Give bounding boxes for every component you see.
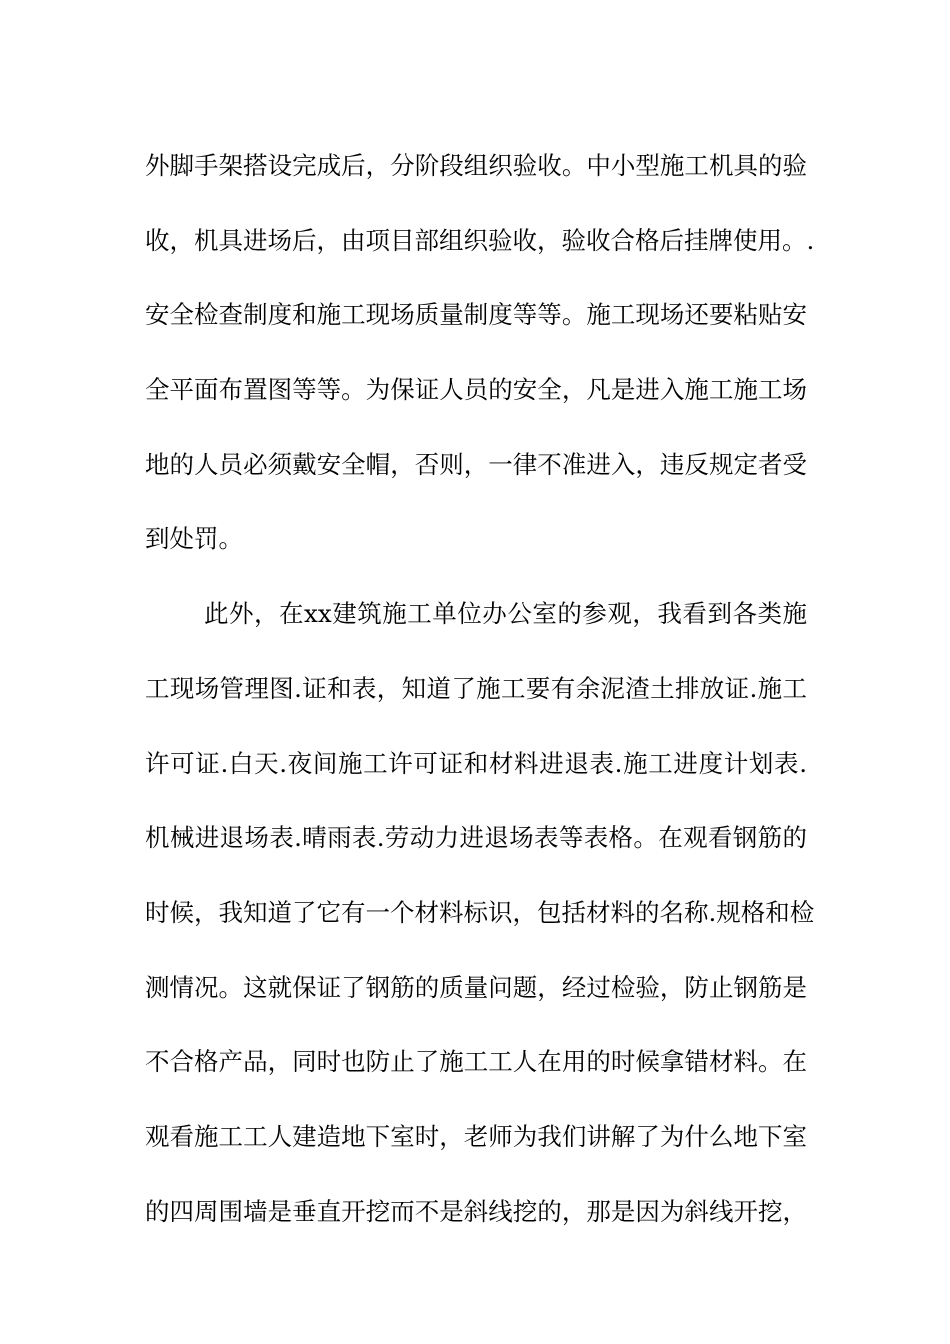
text-line: 地的人员必须戴安全帽，否则，一律不准进入，违反规定者受: [145, 449, 807, 479]
text-line: 安全检查制度和施工现场质量制度等等。施工现场还要粘贴安: [145, 300, 807, 330]
text-line: 许可证.白天.夜间施工许可证和材料进退表.施工进度计划表.: [145, 748, 807, 778]
text-line: 收，机具进场后，由项目部组织验收，验收合格后挂牌使用。.: [145, 225, 815, 255]
text-line: 机械进退场表.晴雨表.劳动力进退场表等表格。在观看钢筋的: [145, 823, 807, 853]
text-line: 时候，我知道了它有一个材料标识，包括材料的名称.规格和检: [145, 897, 815, 927]
text-line: 外脚手架搭设完成后，分阶段组织验收。中小型施工机具的验: [145, 151, 807, 180]
text-line: 测情况。这就保证了钢筋的质量问题，经过检验，防止钢筋是: [145, 972, 807, 1002]
text-line: 不合格产品，同时也防止了施工工人在用的时候拿错材料。在: [145, 1047, 807, 1077]
body-text: [145, 129, 815, 1249]
text-line: 此外，在xx建筑施工单位办公室的参观，我看到各类施: [204, 599, 807, 629]
text-line: 全平面布置图等等。为保证人员的安全，凡是进入施工施工场: [145, 375, 807, 405]
text-line: 到处罚。: [145, 524, 243, 554]
text-line: 的四周围墙是垂直开挖而不是斜线挖的，那是因为斜线开挖，: [145, 1196, 807, 1226]
text-line: 工现场管理图.证和表，知道了施工要有余泥渣土排放证.施工: [145, 673, 807, 703]
text-line: 观看施工工人建造地下室时，老师为我们讲解了为什么地下室: [145, 1121, 807, 1151]
